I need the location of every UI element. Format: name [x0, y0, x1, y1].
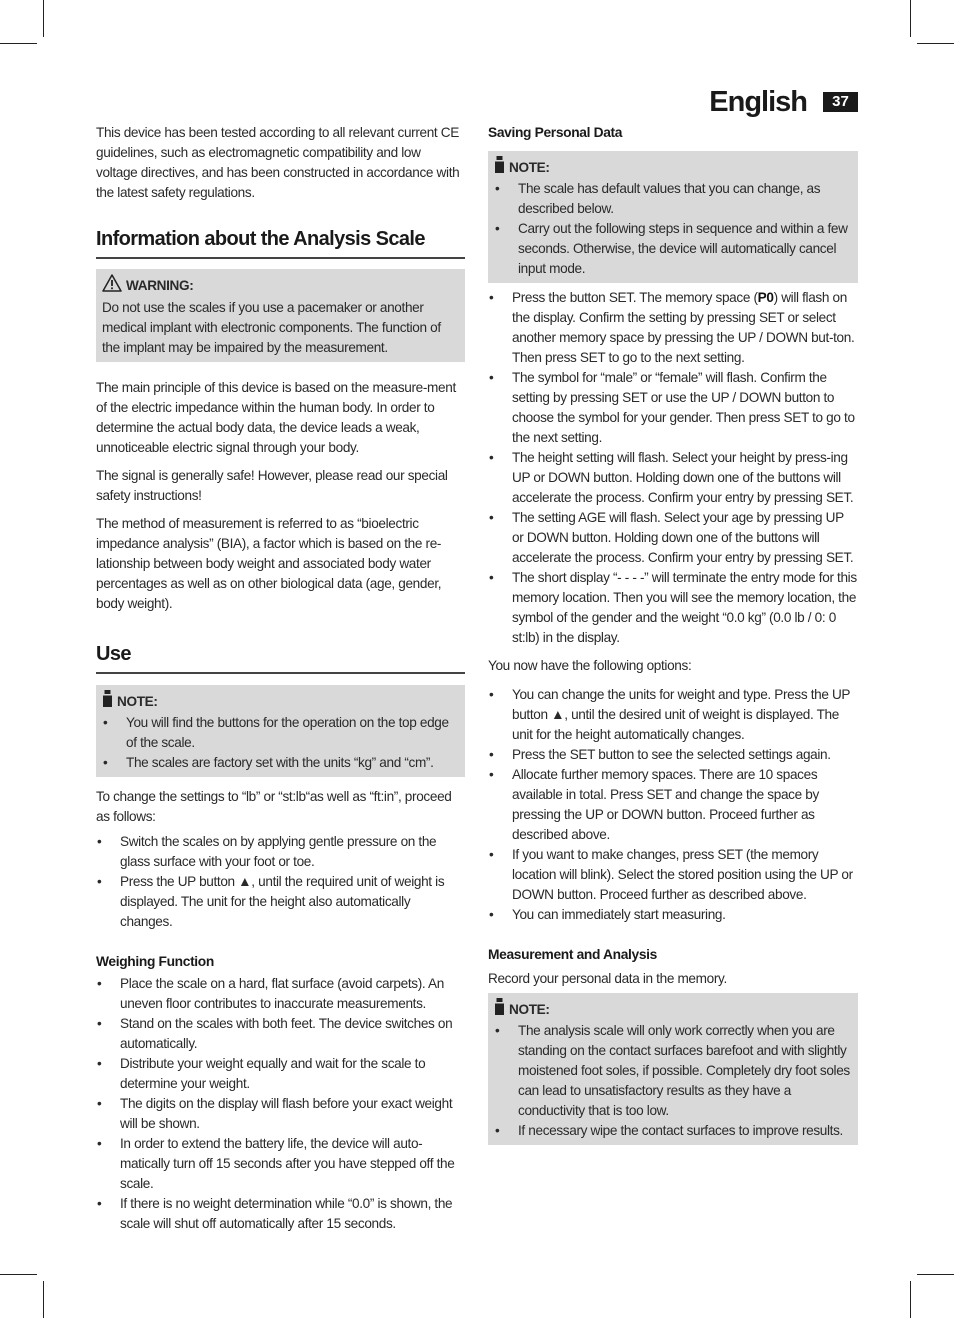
list-item: • Distribute your weight equally and wait for the scale to determine your weight. — [97, 1056, 426, 1091]
warning-box — [96, 269, 465, 362]
body-paragraph: To change the settings to “lb” or “st:lb“as well as “ft:in”, proceed as follows: — [96, 789, 452, 824]
list-item: • The scale has default values that you can change, as described below. — [495, 181, 821, 216]
list-item: • The scales are factory set with the units “kg” and “cm”. — [103, 755, 434, 770]
crop-mark — [910, 0, 911, 37]
info-icon — [102, 690, 113, 713]
info-icon — [494, 998, 505, 1021]
right-column — [488, 123, 858, 1145]
page-header — [709, 84, 858, 120]
warning-header — [102, 274, 457, 298]
language-title: English — [709, 86, 807, 118]
warning-label: WARNING: — [126, 278, 194, 293]
note-label: NOTE: — [509, 159, 550, 175]
change-list — [96, 832, 465, 932]
crop-mark — [917, 43, 954, 44]
crop-mark — [910, 1281, 911, 1318]
crop-mark — [0, 43, 37, 44]
crop-mark — [0, 1274, 37, 1275]
note-header — [494, 998, 850, 1021]
intro-paragraph: This device has been tested according to all relevant current CE guidelines, such as electromagnetic compatibility and low voltage directives, and has been constructed in accordance with the latest safety regulations. — [96, 125, 460, 200]
list-item: • Switch the scales on by applying gentle pressure on the glass surface with your foot or toe. — [97, 834, 437, 869]
list-item: • You can change the units for weight and type. Press the UP button ▲, until the desired unit of weight is displayed. The unit for the height automatically changes. — [489, 687, 850, 742]
crop-mark — [917, 1274, 954, 1275]
crop-mark — [43, 1281, 44, 1318]
info-heading: Information about the Analysis Scale — [96, 226, 465, 259]
body-paragraph: You now have the following options: — [488, 658, 692, 673]
measurement-heading: Measurement and Analysis — [488, 947, 657, 962]
weighing-heading: Weighing Function — [96, 954, 214, 969]
note-header — [102, 690, 457, 713]
left-column — [96, 123, 465, 1234]
list-item: • The symbol for “male” or “female” will flash. Confirm the setting by pressing SET or use the UP / DOWN button to choose the symbol for your gender. Then press SET to go to the next setting. — [489, 370, 855, 445]
list-item: • If there is no weight determination while “0.0” is shown, the scale will shut off automatically after 15 seconds. — [97, 1196, 453, 1231]
list-item: • Carry out the following steps in sequence and within a few seconds. Otherwise, the device will automatically cancel input mode. — [495, 221, 848, 276]
options-list — [488, 685, 858, 925]
list-item: • The analysis scale will only work correctly when you are standing on the contact surfaces barefoot and with slightly moistened foot soles, if possible. Completely dry foot soles can lead to unsatisfactory results as they have a conductivity that is too low. — [495, 1023, 850, 1118]
body-paragraph: The method of measurement is referred to as “bioelectric impedance analysis” (BIA), a factor which is based on the re-lationship between body weight and associated body water percentages as well as on other biological data (age, gender, body weight). — [96, 516, 442, 611]
list-item: • Stand on the scales with both feet. The device switches on automatically. — [97, 1016, 453, 1051]
body-paragraph: Record your personal data in the memory. — [488, 971, 727, 986]
warning-triangle-icon — [102, 274, 122, 298]
note-box — [488, 151, 858, 283]
body-paragraph: The main principle of this device is based on the measure-ment of the electric impedance within the human body. In order to determine the actual body data, the device leads a weak, unnoticeable electric signal through your body. — [96, 380, 456, 455]
list-item: • You can immediately start measuring. — [489, 907, 726, 922]
body-paragraph: The signal is generally safe! However, please read our special safety instructions! — [96, 468, 448, 503]
page-number: 37 — [823, 92, 858, 112]
note-box — [96, 685, 465, 777]
list-item: • The height setting will flash. Select your height by press-ing UP or DOWN button. Holding down one of the buttons will accelerate the process. Confirm your entry by pressing SET. — [489, 450, 854, 505]
warning-text: Do not use the scales if you use a pacemaker or another medical implant with electronic components. The function of the implant may be impaired by the measurement. — [102, 300, 441, 355]
saving-heading: Saving Personal Data — [488, 125, 623, 140]
list-item: • The short display “- - - -” will terminate the entry mode for this memory location. Then you will see the memory location, the symbol of the gender and the weight “0.0 kg” (0.0 lb / 0: 0 st:lb) in the display. — [489, 570, 857, 645]
info-icon — [494, 156, 505, 179]
list-item: • You will find the buttons for the operation on the top edge of the scale. — [103, 715, 449, 750]
note-list — [494, 179, 850, 279]
note-list — [102, 713, 457, 773]
list-item: • Press the SET button to see the selected settings again. — [489, 747, 831, 762]
note-list — [494, 1021, 850, 1141]
list-item: • Press the UP button ▲, until the required unit of weight is displayed. The unit for the height also automatically changes. — [97, 874, 445, 929]
list-item: • The setting AGE will flash. Select your age by pressing UP or DOWN button. Holding down one of the buttons will accelerate the process. Confirm your entry by pressing SET. — [489, 510, 854, 565]
use-heading: Use — [96, 641, 465, 674]
list-item: • The digits on the display will flash before your exact weight will be shown. — [97, 1096, 453, 1131]
list-item: • Place the scale on a hard, flat surface (avoid carpets). An uneven floor contributes to inaccurate measurements. — [97, 976, 444, 1011]
steps-list — [488, 288, 858, 648]
list-item: • If necessary wipe the contact surfaces to improve results. — [495, 1123, 843, 1138]
note-label: NOTE: — [117, 693, 158, 709]
list-item: • Press the button SET. The memory space (P0) will flash on the display. Confirm the setting by pressing SET or select another memory space by pressing the UP / DOWN but-ton. Then press SET to go to the next setting. — [489, 290, 855, 365]
list-item: • Allocate further memory spaces. There are 10 spaces available in total. Press SET and change the space by pressing the UP or DOWN button. Proceed further as described above. — [489, 767, 819, 842]
weighing-list — [96, 974, 465, 1234]
list-item: • In order to extend the battery life, the device will auto-matically turn off 15 seconds after you have stepped off the scale. — [97, 1136, 455, 1191]
memory-code: P0 — [757, 290, 774, 305]
list-item: • If you want to make changes, press SET (the memory location will blink). Select the stored position using the UP or DOWN button. Proceed further as described above. — [489, 847, 853, 902]
note-label: NOTE: — [509, 1001, 550, 1017]
note-box — [488, 993, 858, 1145]
note-header — [494, 156, 850, 179]
crop-mark — [43, 0, 44, 37]
